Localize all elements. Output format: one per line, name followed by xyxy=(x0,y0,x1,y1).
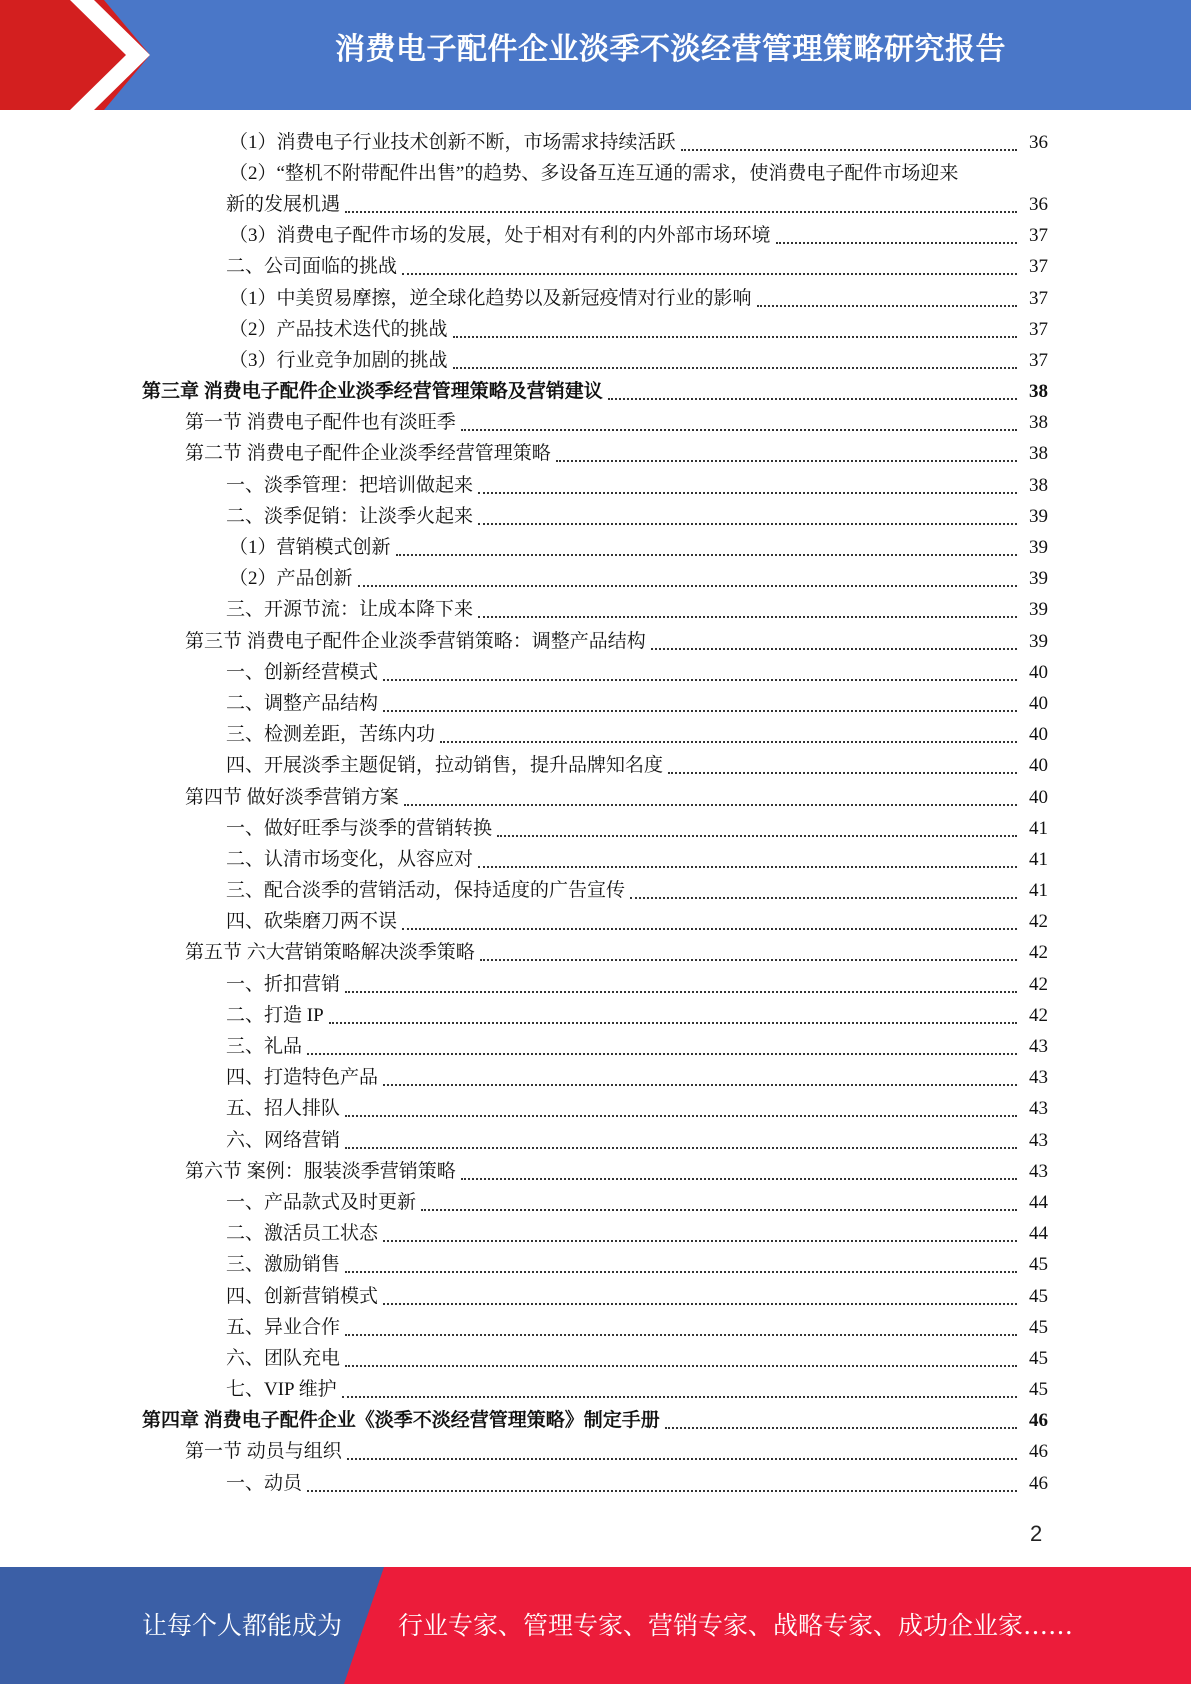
toc-page-number: 39 xyxy=(1029,537,1048,559)
toc-entry-text: 新的发展机遇 xyxy=(226,193,341,215)
toc-leader-dots xyxy=(402,273,1017,275)
toc-entry[interactable] xyxy=(0,751,1191,782)
toc-entry[interactable] xyxy=(0,345,1191,376)
toc-entry-text: 二、调整产品结构 xyxy=(226,692,379,714)
toc-entry[interactable] xyxy=(0,532,1191,563)
toc-page-number: 43 xyxy=(1029,1067,1048,1089)
toc-entry-text: 一、淡季管理：把培训做起来 xyxy=(226,474,474,496)
toc-leader-dots xyxy=(383,1240,1017,1242)
toc-entry-text: （3）消费电子配件市场的发展，处于相对有利的内外部市场环境 xyxy=(229,225,771,247)
toc-entry-text: 三、开源节流：让成本降下来 xyxy=(226,599,474,621)
toc-entry-text: 一、做好旺季与淡季的营销转换 xyxy=(226,817,493,839)
footer-banner xyxy=(0,1567,1191,1684)
toc-page-number: 46 xyxy=(1029,1410,1048,1432)
toc-page-number: 36 xyxy=(1029,131,1048,153)
toc-entry[interactable] xyxy=(0,844,1191,875)
toc-page-number: 42 xyxy=(1029,1004,1048,1026)
toc-leader-dots xyxy=(556,460,1017,462)
toc-leader-dots xyxy=(383,1084,1017,1086)
toc-entry-text: 第三章 消费电子配件企业淡季经营管理策略及营销建议 xyxy=(142,381,603,403)
toc-page-number: 43 xyxy=(1029,1036,1048,1058)
toc-entry-text: 三、礼品 xyxy=(226,1036,303,1058)
toc-page-number: 45 xyxy=(1029,1379,1048,1401)
toc-entry[interactable] xyxy=(0,1063,1191,1094)
toc-entry[interactable] xyxy=(0,470,1191,501)
toc-entry-text: （2）产品技术迭代的挑战 xyxy=(229,318,448,340)
toc-entry[interactable] xyxy=(0,1031,1191,1062)
toc-leader-dots xyxy=(497,835,1017,837)
toc-leader-dots xyxy=(345,1147,1017,1149)
toc-leader-dots xyxy=(345,1271,1017,1273)
toc-entry-text: 六、团队充电 xyxy=(226,1347,341,1369)
toc-entry-text: 第一节 消费电子配件也有淡旺季 xyxy=(185,412,456,434)
toc-entry[interactable] xyxy=(0,595,1191,626)
toc-entry[interactable] xyxy=(0,1312,1191,1343)
toc-section[interactable] xyxy=(0,1156,1191,1187)
toc-leader-dots xyxy=(402,928,1017,930)
toc-page-number: 39 xyxy=(1029,630,1048,652)
toc-entry-text: 一、折扣营销 xyxy=(226,973,341,995)
toc-entry[interactable] xyxy=(0,969,1191,1000)
toc-entry[interactable] xyxy=(0,252,1191,283)
toc-page-number: 38 xyxy=(1029,381,1048,403)
toc-entry[interactable] xyxy=(0,127,1191,158)
toc-leader-dots xyxy=(404,804,1017,806)
toc-entry-text: 三、检测差距，苦练内功 xyxy=(226,724,436,746)
toc-entry[interactable] xyxy=(0,1281,1191,1312)
toc-page-number: 41 xyxy=(1029,817,1048,839)
toc-entry-text: （2）“整机不附带配件出售”的趋势、多设备互连互通的需求，使消费电子配件市场迎来 xyxy=(229,163,959,185)
toc-entry[interactable] xyxy=(0,1468,1191,1499)
toc-page-number: 46 xyxy=(1029,1441,1048,1463)
toc-entry[interactable] xyxy=(0,221,1191,252)
table-of-contents xyxy=(0,127,1191,1499)
toc-leader-dots xyxy=(383,1303,1017,1305)
toc-entry-text: （2）产品创新 xyxy=(229,568,353,590)
toc-entry-text: （1）营销模式创新 xyxy=(229,537,391,559)
toc-page-number: 40 xyxy=(1029,786,1048,808)
toc-page-number: 40 xyxy=(1029,661,1048,683)
toc-leader-dots xyxy=(630,897,1017,899)
toc-leader-dots xyxy=(461,1178,1017,1180)
toc-entry-text: 二、打造 IP xyxy=(226,1004,324,1026)
toc-section[interactable] xyxy=(0,1437,1191,1468)
toc-leader-dots xyxy=(665,1427,1017,1429)
toc-leader-dots xyxy=(347,1458,1017,1460)
toc-entry-text: 第三节 消费电子配件企业淡季营销策略：调整产品结构 xyxy=(185,630,646,652)
toc-leader-dots xyxy=(329,1022,1017,1024)
footer-slogan-left: 让每个人都能成为 xyxy=(142,1611,343,1640)
toc-page-number: 43 xyxy=(1029,1129,1048,1151)
toc-page-number: 38 xyxy=(1029,443,1048,465)
toc-leader-dots xyxy=(345,991,1017,993)
toc-entry[interactable] xyxy=(0,876,1191,907)
toc-page-number: 43 xyxy=(1029,1098,1048,1120)
toc-leader-dots xyxy=(421,1209,1017,1211)
toc-entry[interactable] xyxy=(0,1375,1191,1406)
toc-section[interactable] xyxy=(0,408,1191,439)
toc-entry[interactable] xyxy=(0,1250,1191,1281)
toc-entry[interactable] xyxy=(0,720,1191,751)
toc-leader-dots xyxy=(440,741,1017,743)
toc-entry-text: 一、动员 xyxy=(226,1472,303,1494)
toc-entry-text: （3）行业竞争加剧的挑战 xyxy=(229,349,448,371)
toc-entry-text: 第五节 六大营销策略解决淡季策略 xyxy=(185,942,475,964)
toc-leader-dots xyxy=(358,585,1017,587)
toc-entry-wrapped-line1[interactable] xyxy=(0,158,1191,189)
toc-leader-dots xyxy=(478,523,1017,525)
toc-leader-dots xyxy=(307,1053,1017,1055)
toc-page-number: 37 xyxy=(1029,225,1048,247)
toc-section[interactable] xyxy=(0,782,1191,813)
toc-page-number: 39 xyxy=(1029,505,1048,527)
toc-page-number: 40 xyxy=(1029,755,1048,777)
toc-entry-text: 四、开展淡季主题促销，拉动销售，提升品牌知名度 xyxy=(226,755,664,777)
toc-page-number: 42 xyxy=(1029,942,1048,964)
toc-page-number: 40 xyxy=(1029,724,1048,746)
toc-entry-text: 第一节 动员与组织 xyxy=(185,1441,342,1463)
toc-chapter[interactable] xyxy=(0,1406,1191,1437)
toc-entry-text: 三、激励销售 xyxy=(226,1254,341,1276)
toc-page-number: 45 xyxy=(1029,1316,1048,1338)
toc-entry-text: （1）中美贸易摩擦，逆全球化趋势以及新冠疫情对行业的影响 xyxy=(229,287,752,309)
toc-page-number: 40 xyxy=(1029,692,1048,714)
toc-entry-text: 四、砍柴磨刀两不误 xyxy=(226,911,398,933)
toc-leader-dots xyxy=(396,554,1017,556)
header-banner xyxy=(0,0,1191,110)
report-title: 消费电子配件企业淡季不淡经营管理策略研究报告 xyxy=(335,32,1006,67)
toc-entry-text: 六、网络营销 xyxy=(226,1129,341,1151)
toc-page-number: 42 xyxy=(1029,911,1048,933)
toc-leader-dots xyxy=(342,1396,1017,1398)
toc-page-number: 38 xyxy=(1029,412,1048,434)
toc-page-number: 37 xyxy=(1029,318,1048,340)
toc-entry[interactable] xyxy=(0,1000,1191,1031)
toc-leader-dots xyxy=(757,305,1017,307)
toc-entry[interactable] xyxy=(0,1219,1191,1250)
toc-entry-text: （1）消费电子行业技术创新不断，市场需求持续活跃 xyxy=(229,131,676,153)
toc-chapter[interactable] xyxy=(0,377,1191,408)
toc-leader-dots xyxy=(608,398,1017,400)
toc-leader-dots xyxy=(478,866,1017,868)
toc-entry[interactable] xyxy=(0,657,1191,688)
toc-entry-text: 二、认清市场变化，从容应对 xyxy=(226,848,474,870)
toc-entry[interactable] xyxy=(0,314,1191,345)
toc-entry-text: 五、异业合作 xyxy=(226,1316,341,1338)
toc-page-number: 41 xyxy=(1029,880,1048,902)
toc-leader-dots xyxy=(478,616,1017,618)
toc-page-number: 37 xyxy=(1029,287,1048,309)
toc-leader-dots xyxy=(383,679,1017,681)
toc-page-number: 39 xyxy=(1029,568,1048,590)
toc-entry-wrapped-line2[interactable] xyxy=(0,189,1191,220)
toc-entry[interactable] xyxy=(0,1094,1191,1125)
toc-leader-dots xyxy=(345,211,1017,213)
toc-page-number: 42 xyxy=(1029,973,1048,995)
toc-entry-text: 四、创新营销模式 xyxy=(226,1285,379,1307)
toc-entry[interactable] xyxy=(0,1187,1191,1218)
toc-leader-dots xyxy=(453,367,1017,369)
toc-page-number: 39 xyxy=(1029,599,1048,621)
toc-leader-dots xyxy=(478,492,1017,494)
toc-entry[interactable] xyxy=(0,1125,1191,1156)
toc-entry[interactable] xyxy=(0,907,1191,938)
toc-entry-text: 第六节 案例：服装淡季营销策略 xyxy=(185,1160,456,1182)
toc-leader-dots xyxy=(651,648,1017,650)
toc-page-number: 36 xyxy=(1029,193,1048,215)
toc-page-number: 37 xyxy=(1029,256,1048,278)
toc-entry-text: 一、创新经营模式 xyxy=(226,661,379,683)
toc-section[interactable] xyxy=(0,439,1191,470)
toc-page-number: 43 xyxy=(1029,1160,1048,1182)
toc-page-number: 44 xyxy=(1029,1191,1048,1213)
toc-entry[interactable] xyxy=(0,501,1191,532)
toc-leader-dots xyxy=(461,429,1017,431)
page-number: 2 xyxy=(1030,1521,1043,1546)
toc-section[interactable] xyxy=(0,938,1191,969)
toc-section[interactable] xyxy=(0,626,1191,657)
toc-leader-dots xyxy=(480,959,1017,961)
toc-page-number: 38 xyxy=(1029,474,1048,496)
toc-entry[interactable] xyxy=(0,283,1191,314)
toc-page-number: 45 xyxy=(1029,1254,1048,1276)
toc-page-number: 45 xyxy=(1029,1285,1048,1307)
toc-entry-text: 三、配合淡季的营销活动，保持适度的广告宣传 xyxy=(226,880,626,902)
toc-page-number: 45 xyxy=(1029,1347,1048,1369)
toc-page-number: 46 xyxy=(1029,1472,1048,1494)
toc-entry[interactable] xyxy=(0,688,1191,719)
toc-entry-text: 二、激活员工状态 xyxy=(226,1223,379,1245)
toc-entry-text: 二、公司面临的挑战 xyxy=(226,256,398,278)
toc-page-number: 37 xyxy=(1029,349,1048,371)
toc-entry[interactable] xyxy=(0,564,1191,595)
toc-entry-text: 七、VIP 维护 xyxy=(226,1379,337,1401)
toc-entry-text: 一、产品款式及时更新 xyxy=(226,1191,417,1213)
toc-leader-dots xyxy=(776,242,1017,244)
toc-leader-dots xyxy=(345,1115,1017,1117)
toc-entry[interactable] xyxy=(0,1343,1191,1374)
toc-entry-text: 第四节 做好淡季营销方案 xyxy=(185,786,399,808)
footer-slogan-right: 行业专家、管理专家、营销专家、战略专家、成功企业家…… xyxy=(398,1611,1074,1640)
toc-entry-text: 四、打造特色产品 xyxy=(226,1067,379,1089)
toc-leader-dots xyxy=(383,710,1017,712)
toc-entry[interactable] xyxy=(0,813,1191,844)
toc-page-number: 44 xyxy=(1029,1223,1048,1245)
toc-leader-dots xyxy=(307,1490,1017,1492)
toc-entry-text: 第二节 消费电子配件企业淡季经营管理策略 xyxy=(185,443,551,465)
toc-entry-text: 二、淡季促销：让淡季火起来 xyxy=(226,505,474,527)
toc-entry-text: 第四章 消费电子配件企业《淡季不淡经营管理策略》制定手册 xyxy=(142,1410,660,1432)
toc-entry-text: 五、招人排队 xyxy=(226,1098,341,1120)
toc-leader-dots xyxy=(453,336,1017,338)
toc-leader-dots xyxy=(668,772,1017,774)
toc-leader-dots xyxy=(345,1334,1017,1336)
toc-leader-dots xyxy=(681,149,1017,151)
toc-page-number: 41 xyxy=(1029,848,1048,870)
toc-leader-dots xyxy=(345,1365,1017,1367)
